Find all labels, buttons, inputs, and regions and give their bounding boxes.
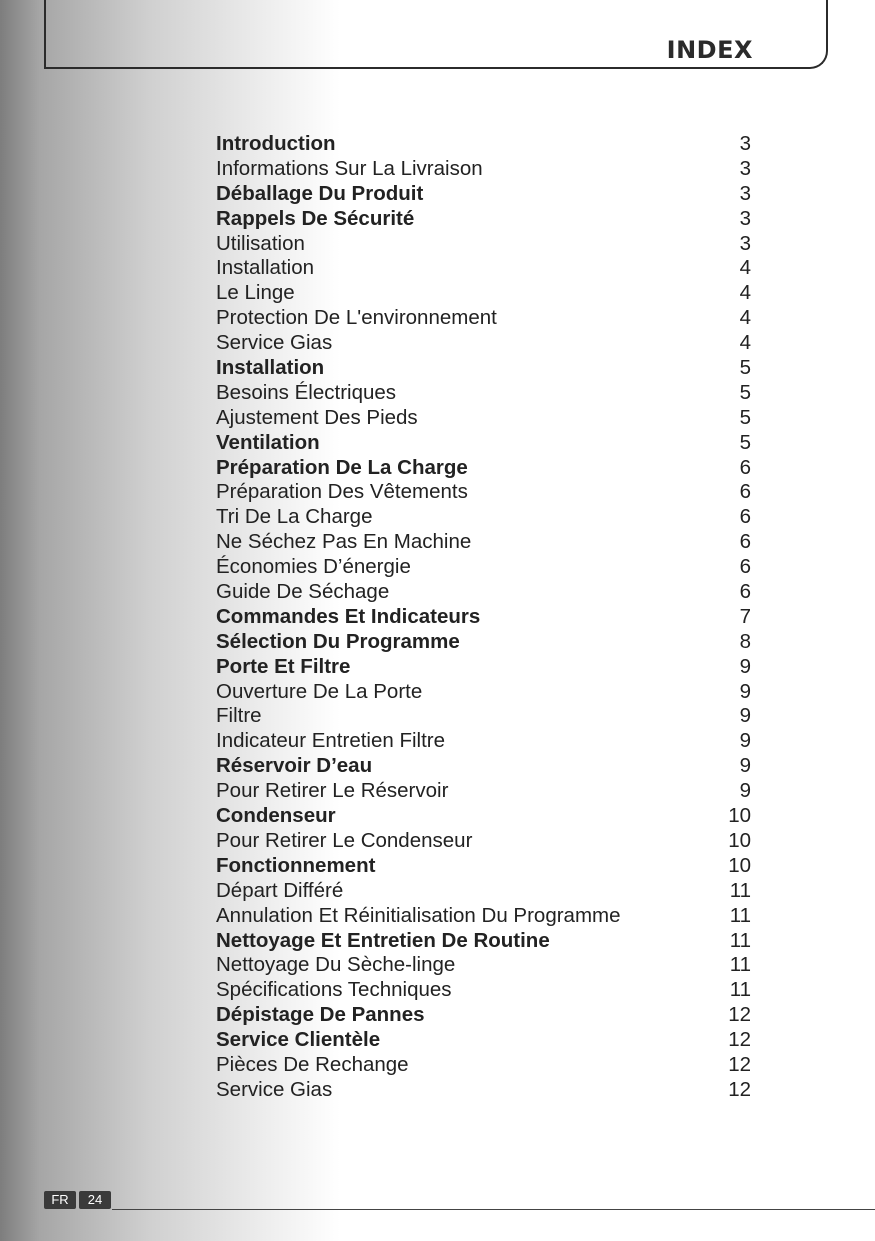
toc-entry-title: Pour Retirer Le Condenseur (216, 828, 473, 852)
toc-entry[interactable] (216, 157, 751, 182)
toc-entry-page: 11 (729, 878, 751, 902)
toc-entry-page: 9 (739, 704, 751, 728)
toc-entry-page: 11 (729, 978, 751, 1002)
toc-entry-page: 9 (739, 754, 751, 778)
toc-entry[interactable] (216, 605, 751, 630)
toc-entry-page: 3 (739, 206, 751, 230)
table-of-contents (216, 132, 751, 1103)
toc-entry-page: 6 (739, 480, 751, 504)
toc-entry-page: 7 (739, 604, 751, 628)
toc-entry[interactable] (216, 904, 751, 929)
toc-entry[interactable] (216, 480, 751, 505)
toc-entry-title: Indicateur Entretien Filtre (216, 729, 446, 753)
toc-entry-title: Préparation Des Vêtements (216, 480, 468, 504)
toc-entry[interactable] (216, 953, 751, 978)
toc-entry-title: Spécifications Techniques (216, 978, 452, 1002)
toc-entry[interactable] (216, 256, 751, 281)
toc-entry-title: Guide De Séchage (216, 580, 390, 604)
toc-entry-title: Nettoyage Du Sèche-linge (216, 953, 456, 977)
toc-entry-title: Ventilation (216, 430, 320, 454)
toc-entry[interactable] (216, 232, 751, 257)
toc-entry[interactable] (216, 680, 751, 705)
toc-entry[interactable] (216, 207, 751, 232)
toc-entry[interactable] (216, 456, 751, 481)
toc-entry-page: 4 (739, 281, 751, 305)
toc-entry-page: 5 (739, 430, 751, 454)
toc-entry[interactable] (216, 879, 751, 904)
toc-entry[interactable] (216, 505, 751, 530)
toc-entry-title: Installation (216, 256, 315, 280)
toc-entry-page: 11 (729, 928, 751, 952)
toc-entry[interactable] (216, 929, 751, 954)
toc-entry-title: Installation (216, 356, 325, 380)
toc-entry-page: 3 (739, 132, 751, 155)
toc-entry-page: 8 (739, 629, 751, 653)
toc-entry-title: Tri De La Charge (216, 505, 373, 529)
toc-entry-title: Rappels De Sécurité (216, 206, 415, 230)
toc-entry-title: Service Clientèle (216, 1028, 381, 1052)
toc-entry-title: Protection De L'environnement (216, 306, 497, 330)
toc-entry[interactable] (216, 431, 751, 456)
toc-entry[interactable] (216, 804, 751, 829)
footer-divider (112, 1209, 875, 1210)
toc-entry-title: Déballage Du Produit (216, 181, 424, 205)
toc-entry[interactable] (216, 1028, 751, 1053)
toc-entry-title: Commandes Et Indicateurs (216, 604, 481, 628)
toc-entry-title: Pièces De Rechange (216, 1052, 409, 1076)
toc-entry-page: 12 (728, 1052, 751, 1076)
toc-entry-page: 10 (728, 804, 751, 828)
toc-entry-title: Service Gias (216, 331, 333, 355)
toc-entry-title: Porte Et Filtre (216, 654, 351, 678)
toc-entry[interactable] (216, 182, 751, 207)
toc-entry[interactable] (216, 381, 751, 406)
toc-entry-page: 5 (739, 356, 751, 380)
toc-entry[interactable] (216, 854, 751, 879)
toc-entry[interactable] (216, 978, 751, 1003)
toc-entry-page: 6 (739, 455, 751, 479)
toc-entry-title: Économies D’énergie (216, 555, 411, 579)
toc-entry-title: Nettoyage Et Entretien De Routine (216, 928, 550, 952)
toc-entry[interactable] (216, 580, 751, 605)
toc-entry-title: Préparation De La Charge (216, 455, 468, 479)
toc-entry-title: Condenseur (216, 804, 336, 828)
toc-entry-page: 9 (739, 779, 751, 803)
toc-entry[interactable] (216, 630, 751, 655)
toc-entry-title: Le Linge (216, 281, 295, 305)
toc-entry-page: 9 (739, 679, 751, 703)
toc-entry-page: 4 (739, 256, 751, 280)
toc-entry[interactable] (216, 1053, 751, 1078)
toc-entry-title: Besoins Électriques (216, 380, 397, 404)
toc-entry-page: 4 (739, 331, 751, 355)
toc-entry-title: Annulation Et Réinitialisation Du Programme (216, 903, 621, 927)
toc-entry[interactable] (216, 331, 751, 356)
toc-entry-page: 5 (739, 405, 751, 429)
toc-entry[interactable] (216, 779, 751, 804)
toc-entry-title: Ajustement Des Pieds (216, 405, 418, 429)
toc-entry-title: Introduction (216, 132, 336, 155)
toc-entry[interactable] (216, 1003, 751, 1028)
toc-entry[interactable] (216, 132, 751, 157)
page-title: INDEX (666, 36, 753, 64)
toc-entry-page: 6 (739, 530, 751, 554)
toc-entry[interactable] (216, 356, 751, 381)
toc-entry[interactable] (216, 729, 751, 754)
toc-entry[interactable] (216, 306, 751, 331)
toc-entry-page: 4 (739, 306, 751, 330)
toc-entry-title: Filtre (216, 704, 262, 728)
toc-entry-page: 9 (739, 729, 751, 753)
toc-entry-page: 6 (739, 505, 751, 529)
toc-entry-title: Utilisation (216, 231, 305, 255)
toc-entry-title: Réservoir D’eau (216, 754, 373, 778)
language-badge: FR (44, 1191, 76, 1209)
toc-entry-title: Pour Retirer Le Réservoir (216, 779, 449, 803)
toc-entry-page: 11 (729, 953, 751, 977)
page-number-badge: 24 (79, 1191, 111, 1209)
toc-entry[interactable] (216, 530, 751, 555)
toc-entry[interactable] (216, 555, 751, 580)
toc-entry-page: 10 (728, 853, 751, 877)
toc-entry[interactable] (216, 704, 751, 729)
toc-entry[interactable] (216, 655, 751, 680)
toc-entry-title: Départ Différé (216, 878, 344, 902)
toc-entry-page: 3 (739, 156, 751, 180)
toc-entry-page: 10 (728, 828, 751, 852)
toc-entry-title: Informations Sur La Livraison (216, 156, 483, 180)
toc-entry-page: 6 (739, 580, 751, 604)
toc-entry[interactable] (216, 829, 751, 854)
toc-entry-page: 3 (739, 231, 751, 255)
toc-entry[interactable] (216, 281, 751, 306)
toc-entry-page: 12 (728, 1003, 751, 1027)
toc-entry-title: Ouverture De La Porte (216, 679, 423, 703)
toc-entry-page: 11 (729, 903, 751, 927)
toc-entry-title: Service Gias (216, 1077, 333, 1101)
toc-entry-page: 6 (739, 555, 751, 579)
toc-entry[interactable] (216, 406, 751, 431)
toc-entry-title: Ne Séchez Pas En Machine (216, 530, 472, 554)
toc-entry-title: Sélection Du Programme (216, 629, 460, 653)
toc-entry[interactable] (216, 1078, 751, 1103)
toc-entry-title: Fonctionnement (216, 853, 376, 877)
toc-entry[interactable] (216, 754, 751, 779)
toc-entry-page: 12 (728, 1028, 751, 1052)
toc-entry-page: 12 (728, 1077, 751, 1101)
toc-entry-page: 5 (739, 380, 751, 404)
toc-entry-page: 9 (739, 654, 751, 678)
toc-entry-title: Dépistage De Pannes (216, 1003, 425, 1027)
toc-entry-page: 3 (739, 181, 751, 205)
